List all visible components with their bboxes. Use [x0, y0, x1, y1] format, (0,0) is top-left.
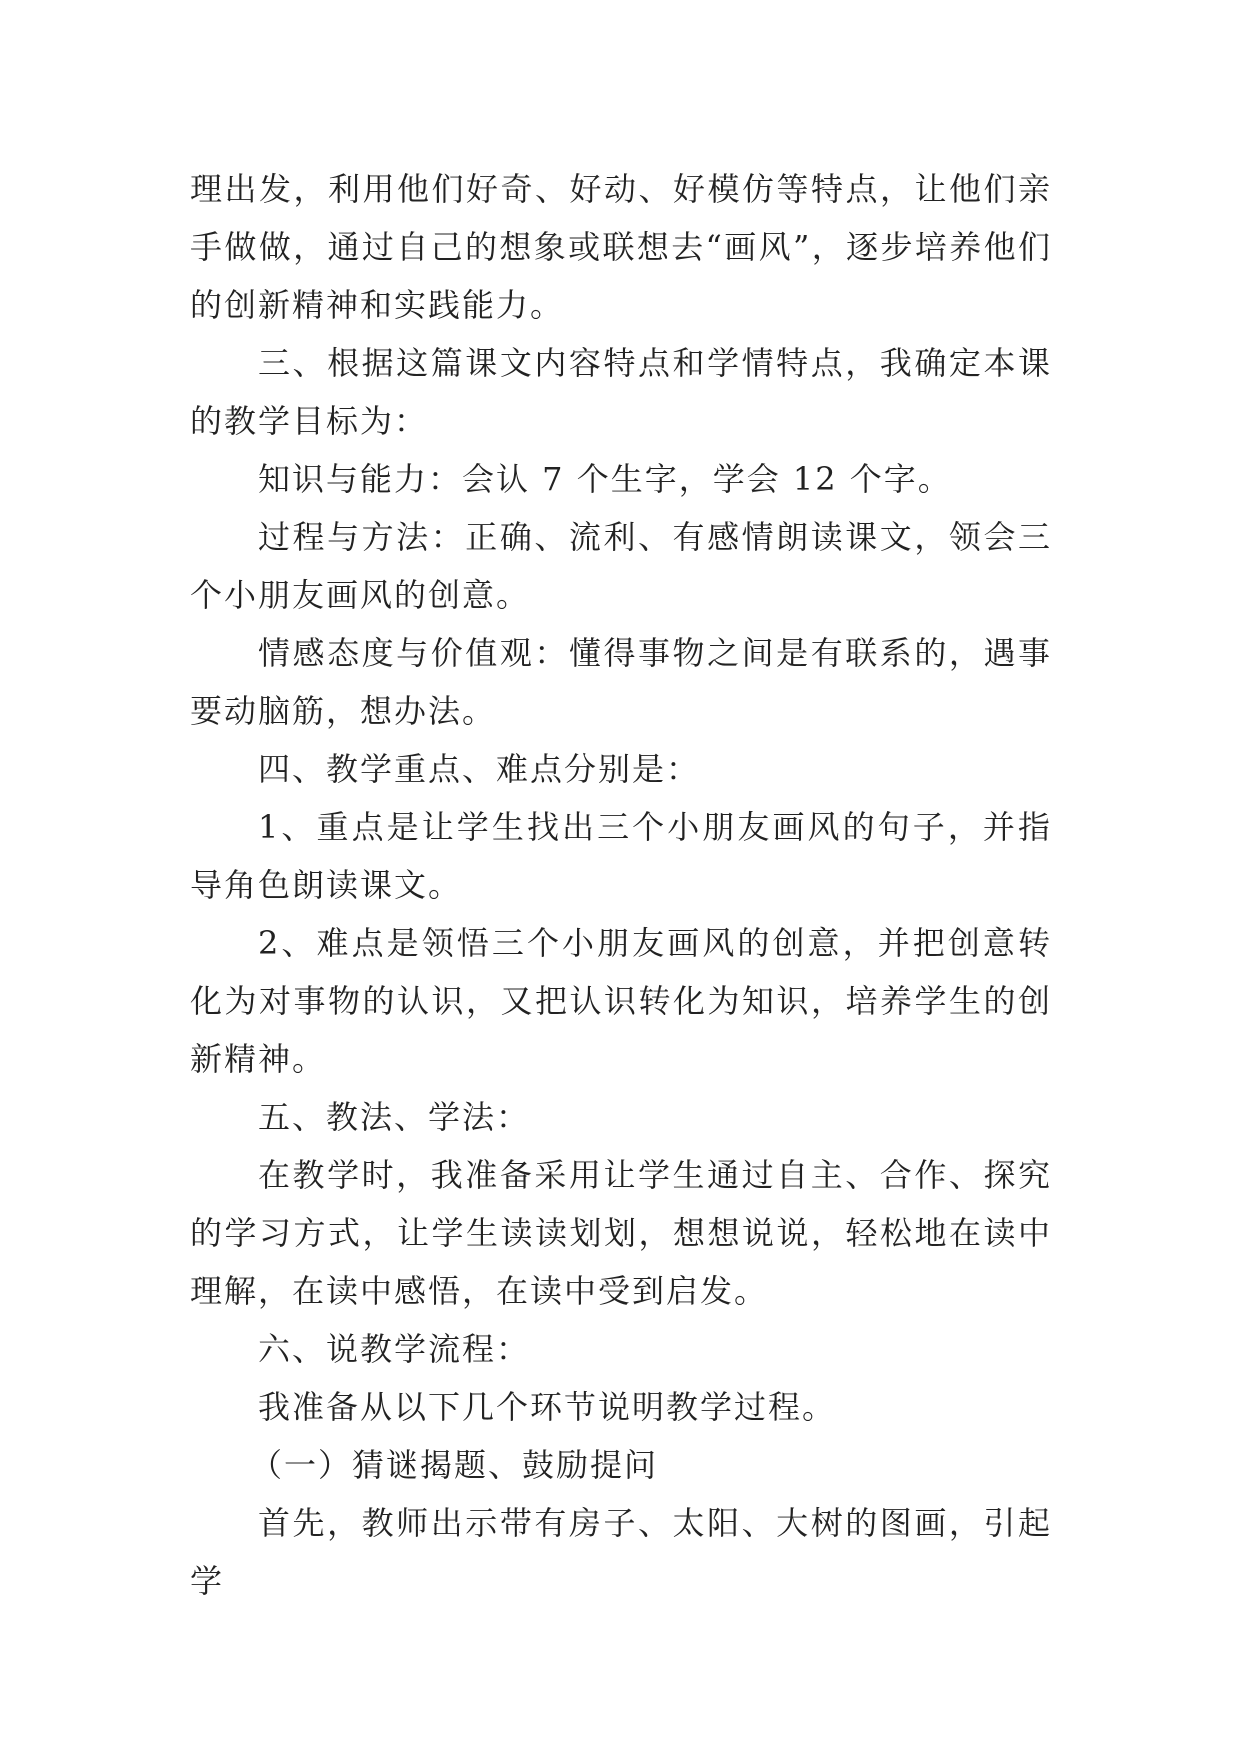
- paragraph-process-intro: 我准备从以下几个环节说明教学过程。: [258, 1388, 837, 1426]
- paragraph-difficult-point: 2、难点是领悟三个小朋友画风的创意，并把创意转化为对事物的认识，又把认识转化为知识，培养学生的创新精神。: [190, 924, 1052, 1078]
- paragraph-emotion-attitude: 情感态度与价值观：懂得事物之间是有联系的，遇事要动脑筋，想办法。: [190, 634, 1052, 730]
- paragraph-section-three-heading: 三、根据这篇课文内容特点和学情特点，我确定本课的教学目标为：: [190, 344, 1052, 440]
- paragraph-section-six-heading: 六、说教学流程：: [258, 1330, 531, 1368]
- paragraph-process-method: 过程与方法：正确、流利、有感情朗读课文，领会三个小朋友画风的创意。: [190, 518, 1052, 614]
- paragraph-key-point: 1、重点是让学生找出三个小朋友画风的句子，并指导角色朗读课文。: [190, 808, 1052, 904]
- paragraph-knowledge-ability: 知识与能力：会认 7 个生字，学会 12 个字。: [258, 460, 952, 498]
- document-body: [190, 160, 1052, 1610]
- paragraph-first-step: 首先，教师出示带有房子、太阳、大树的图画，引起学: [190, 1504, 1052, 1600]
- paragraph-teaching-method: 在教学时，我准备采用让学生通过自主、合作、探究的学习方式，让学生读读划划，想想说说，轻松地在读中理解，在读中感悟，在读中受到启发。: [190, 1156, 1052, 1310]
- paragraph-intro-continuation: 理出发，利用他们好奇、好动、好模仿等特点，让他们亲手做做，通过自己的想象或联想去“画风”，逐步培养他们的创新精神和实践能力。: [190, 170, 1052, 324]
- paragraph-section-four-heading: 四、教学重点、难点分别是：: [258, 750, 701, 788]
- paragraph-subsection-one-heading: （一）猜谜揭题、鼓励提问: [250, 1446, 659, 1484]
- paragraph-section-five-heading: 五、教法、学法：: [258, 1098, 531, 1136]
